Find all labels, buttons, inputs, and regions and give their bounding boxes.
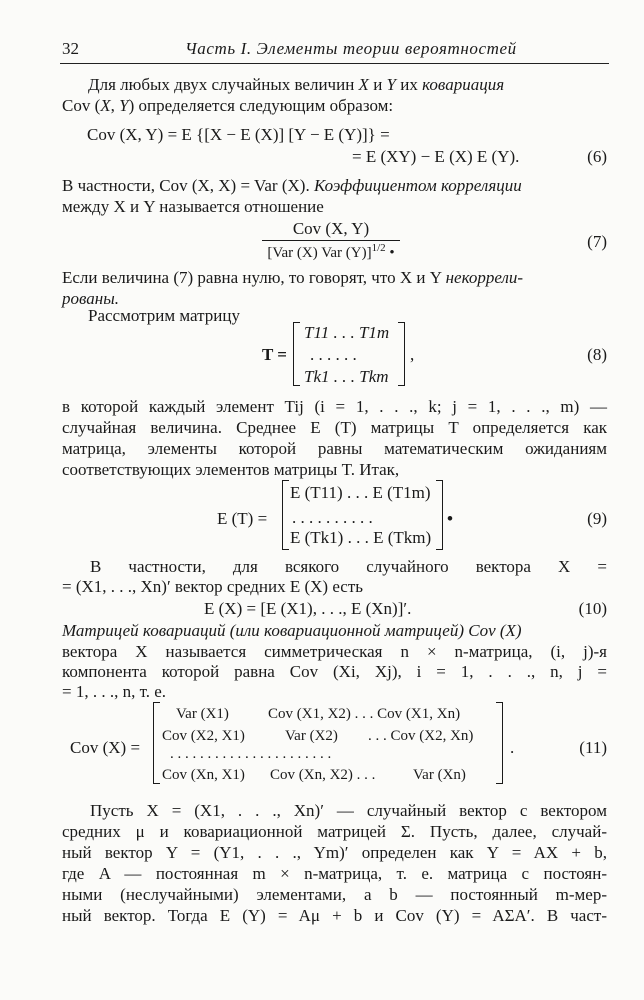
equation-8-number: (8) [587,345,607,364]
paragraph-2-line-2: между X и Y называется отношение [62,197,324,216]
paragraph-7-line-2: вектора X называется симметрическая n × n-матрица, (i, j)-я [62,642,607,661]
equation-11-r2c3: . . . Cov (X2, Xn) [368,728,474,744]
equation-11-number: (11) [579,738,607,757]
equation-11-r4c2: Cov (Xn, X2) . . . [270,767,376,783]
equation-11-r4c3: Var (Xn) [413,767,466,783]
paragraph-1-line-1: Для любых двух случайных величин X и Y их ковариация [88,75,505,94]
running-title: Часть I. Элементы теории вероятностей [185,39,517,58]
paragraph-8-line-5: ными (неслучайными) элементами, а b — постоянный m-мер- [62,885,607,904]
equation-6-line-1: Cov (X, Y) = E {[X − E (X)] [Y − E (Y)]} = [87,125,390,144]
equation-7-numerator: Cov (X, Y) [292,219,370,238]
paragraph-6-line-1: В частности, для всякого случайного вектора X = [90,557,607,576]
paragraph-7-line-3: компонента которой равна Cov (Xi, Xj), i = 1, . . ., n, j = [62,662,607,681]
paragraph-8-line-1: Пусть X = (X1, . . ., Xn)′ — случайный вектор с вектором [90,801,607,820]
equation-9-left-bracket [282,480,289,550]
paragraph-5-line-3: матрица, элементы которой равны математическим ожиданиям [62,439,607,458]
paragraph-6-line-2: = (X1, . . ., Xn)′ вектор средних E (X) есть [62,577,364,596]
equation-10: E (X) = [E (X1), . . ., E (Xn)]′. [204,599,412,618]
equation-10-number: (10) [578,599,607,618]
paragraph-3-line-1: Если величина (7) равна нулю, то говорят, что X и Y некоррели- [62,268,524,287]
equation-9-number: (9) [587,509,607,528]
equation-8-row-1: T11 . . . T1m [304,323,390,342]
equation-8-row-2: . . . . . . [310,345,357,364]
equation-6-line-2: = E (XY) − E (X) E (Y). [352,147,520,166]
equation-7-number: (7) [587,232,607,251]
equation-9-period: • [447,509,453,528]
paragraph-2-line-1: В частности, Cov (X, X) = Var (X). Коэффициентом корреляции [62,176,522,195]
equation-8-right-bracket [398,322,405,386]
paragraph-8-line-4: где A — постоянная m × n-матрица, т. е. матрица с постоян- [62,864,607,883]
paragraph-8-line-3: ный вектор Y = (Y1, . . ., Ym)′ определен как Y = AX + b, [62,843,607,862]
equation-11-period: . [510,738,515,757]
paragraph-5-line-2: случайная величина. Среднее E (T) матрицы T определяется как [62,418,607,437]
paragraph-8-line-2: средних μ и ковариационной матрицей Σ. Пусть, далее, случай- [62,822,607,841]
equation-11-r1c2: Cov (X1, X2) . . . Cov (X1, Xn) [268,706,461,722]
equation-11-left-bracket [153,702,160,784]
equation-9-row-3: E (Tk1) . . . E (Tkm) [290,528,432,547]
paragraph-5-line-4: соответствующих элементов матрицы T. Итак, [62,460,400,479]
equation-6-number: (6) [587,147,607,166]
header-rule [60,63,609,64]
equation-11-lhs: Cov (X) = [70,738,141,757]
equation-7-denominator: [Var (X) Var (Y)]$^{1/2}$ • [267,242,395,261]
paragraph-5-line-1: в которой каждый элемент Tij (i = 1, . . ., k; j = 1, . . ., m) — [62,397,607,416]
paragraph-8-line-6: ный вектор. Тогда E (Y) = Aμ + b и Cov (Y) = AΣA′. В част- [62,906,607,925]
paragraph-7-line-4: = 1, . . ., n, т. е. [62,682,167,701]
equation-9-lhs: E (T) = [217,509,268,528]
paragraph-1-line-2: Cov (X, Y) определяется следующим образом: [62,96,394,115]
equation-11-r4c1: Cov (Xn, X1) [162,767,245,783]
equation-11-r2c2: Var (X2) [285,728,338,744]
equation-7-fraction-bar [262,240,400,241]
equation-8-lhs: T = [262,345,287,364]
equation-8-row-3: Tk1 . . . Tkm [304,367,389,386]
page-number: 32 [62,39,79,58]
equation-9-row-2: . . . . . . . . . . [292,508,373,527]
paragraph-4: Рассмотрим матрицу [88,306,240,325]
equation-8-left-bracket [293,322,300,386]
equation-9-row-1: E (T11) . . . E (T1m) [290,483,431,502]
equation-11-r2c1: Cov (X2, X1) [162,728,245,744]
equation-8-tail: , [410,345,415,364]
paragraph-3-line-2: рованы. [62,289,119,308]
equation-9-right-bracket [436,480,443,550]
paragraph-7-line-1: Матрицей ковариаций (или ковариационной матрицей) Cov (X) [62,621,522,640]
equation-11-r3: . . . . . . . . . . . . . . . . . . . . . . [170,746,332,762]
equation-11-r1c1: Var (X1) [176,706,229,722]
equation-11-right-bracket [496,702,503,784]
